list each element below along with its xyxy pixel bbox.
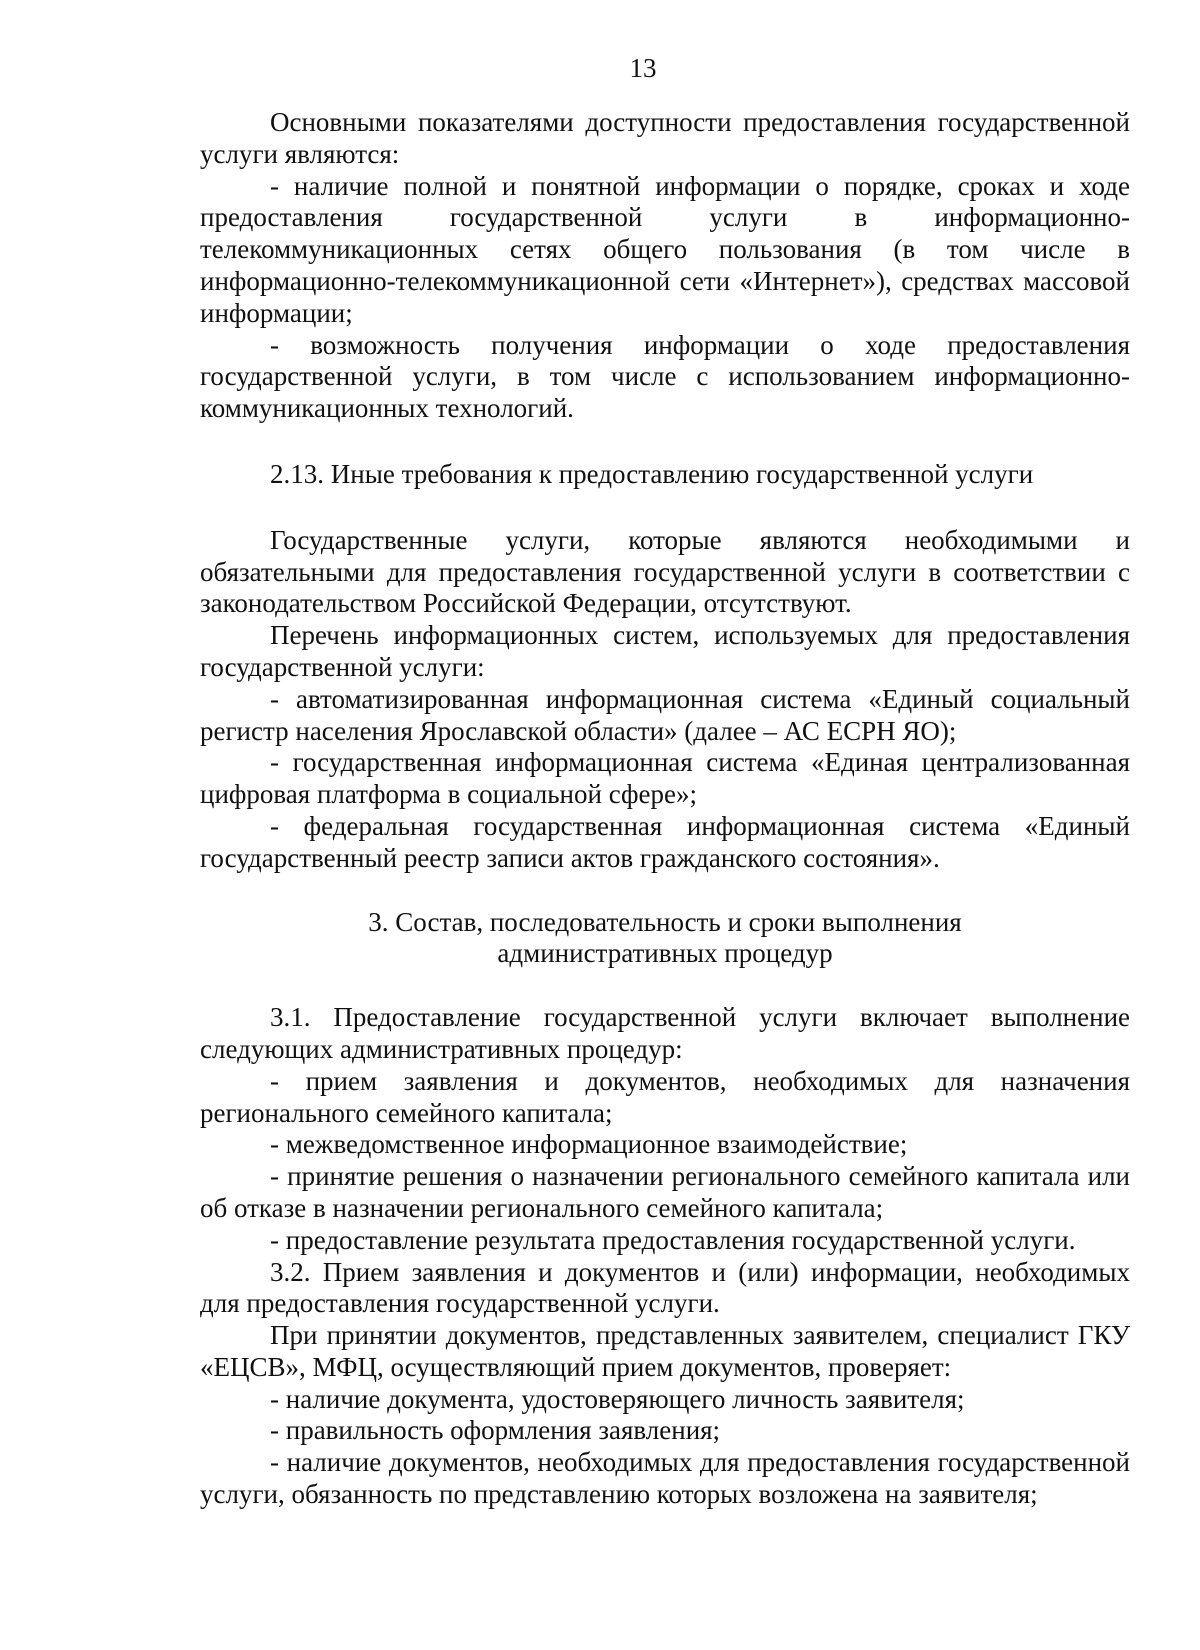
list-item: - государственная информационная система «Единая централизованная цифровая платформа в социальной сфере»; <box>200 747 1130 810</box>
list-item: - наличие документов, необходимых для предоставления государственной услуги, обязанность по представлению которых возложена на заявителя; <box>200 1447 1130 1510</box>
paragraph: При принятии документов, представленных заявителем, специалист ГКУ «ЕЦСВ», МФЦ, осуществляющий прием документов, проверяет: <box>200 1320 1130 1382</box>
list-item: - правильность оформления заявления; <box>270 1415 721 1446</box>
list-item: - прием заявления и документов, необходимых для назначения регионального семейного капитала; <box>200 1065 1130 1128</box>
list-item: - возможность получения информации о ходе предоставления государственной услуги, в том числе с использованием информационно-коммуникационных технологий. <box>200 329 1130 424</box>
document-body <box>200 107 1130 1511</box>
list-item: - предоставление результата предоставления государственной услуги. <box>270 1224 1076 1255</box>
paragraph: Перечень информационных систем, используемых для предоставления государственной услуги: <box>200 620 1130 682</box>
paragraph: Основными показателями доступности предоставления государственной услуги являются: <box>200 107 1130 169</box>
list-item: - наличие документа, удостоверяющего личность заявителя; <box>270 1383 965 1414</box>
paragraph: 3.1. Предоставление государственной услуги включает выполнение следующих административных процедур: <box>200 1002 1130 1064</box>
list-item: - межведомственное информационное взаимодействие; <box>270 1129 908 1160</box>
page-number: 13 <box>629 53 657 83</box>
section-heading-2-13: 2.13. Иные требования к предоставлению государственной услуги <box>270 458 1034 489</box>
section-heading-3-line1: 3. Состав, последовательность и сроки выполнения <box>368 906 962 937</box>
section-heading-3-line2: административных процедур <box>497 938 833 969</box>
list-item: - наличие полной и понятной информации о порядке, сроках и ходе предоставления государственной услуги в информационно-телекоммуникационных сетях общего пользования (в том числе в информационно-телекоммуникационной сети «Интернет»), средствах массовой информации; <box>200 170 1130 328</box>
list-item: - федеральная государственная информационная система «Единый государственный реестр записи актов гражданского состояния». <box>200 810 1130 873</box>
paragraph: Государственные услуги, которые являются необходимыми и обязательными для предоставления государственной услуги в соответствии с законодательством Российской Федерации, отсутствуют. <box>200 524 1130 619</box>
list-item: - принятие решения о назначении регионального семейного капитала или об отказе в назначении регионального семейного капитала; <box>200 1161 1130 1223</box>
list-item: - автоматизированная информационная система «Единый социальный регистр населения Ярославской области» (далее – АС ЕСРН ЯО); <box>200 683 1130 746</box>
paragraph: 3.2. Прием заявления и документов и (или) информации, необходимых для предоставления государственной услуги. <box>200 1256 1130 1319</box>
